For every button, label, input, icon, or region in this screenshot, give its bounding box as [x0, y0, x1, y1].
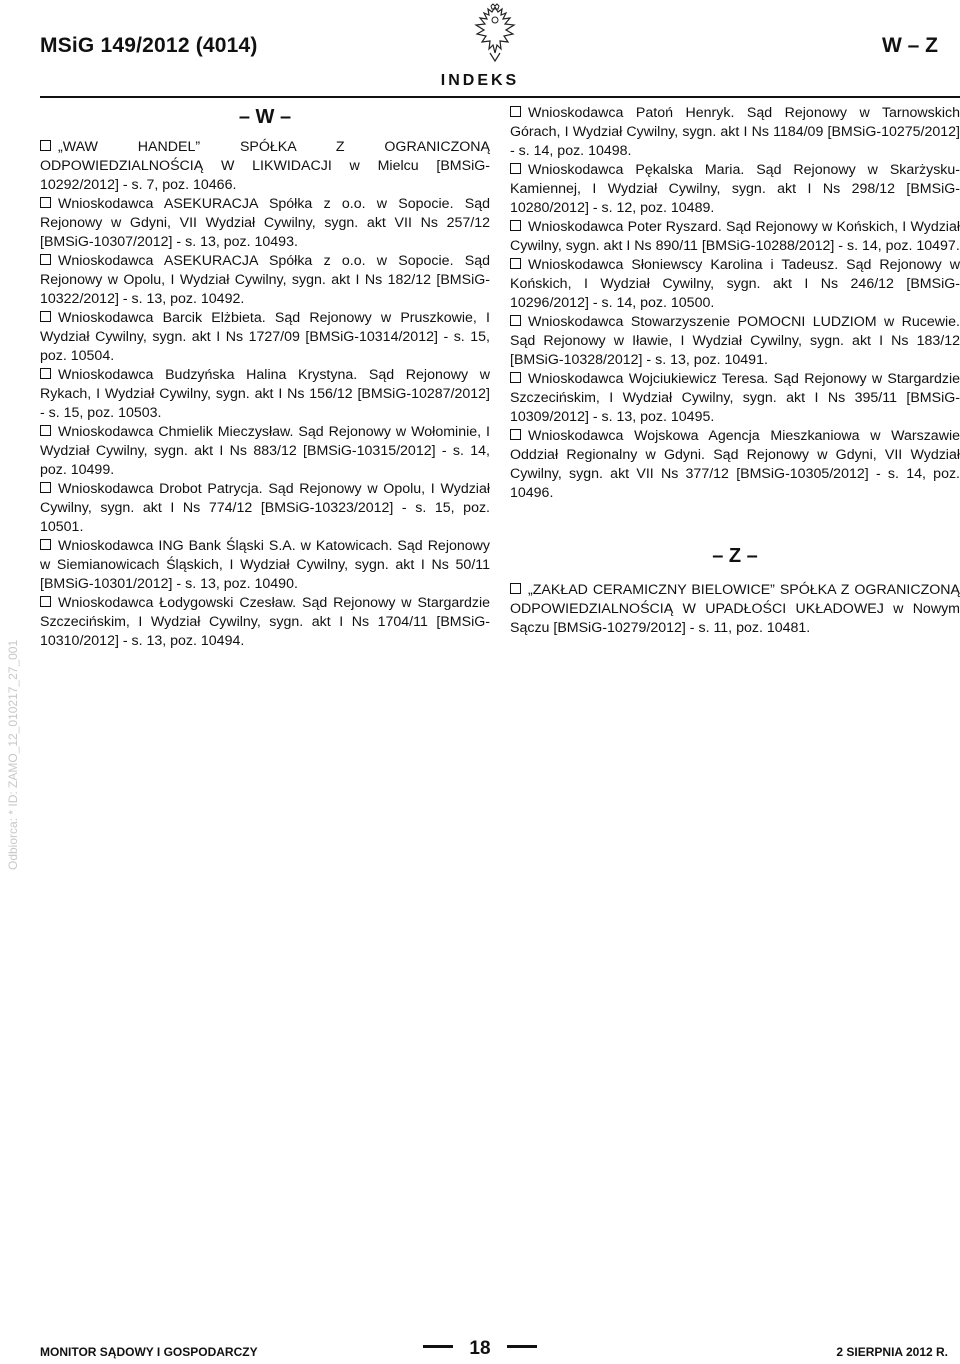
checkbox-square-icon [40, 254, 51, 265]
issue-date: 2 SIERPNIA 2012 R. [836, 1345, 948, 1359]
entry-text: Wnioskodawca Patoń Henryk. Sąd Rejonowy w Tarnowskich Górach, I Wydział Cywilny, sygn. akt I Ns 1184/09 [BMSiG-10275/2012] - s. 14, poz. 10498. [510, 105, 960, 159]
index-entry [510, 313, 960, 370]
header-rule [40, 96, 960, 98]
index-entry [40, 138, 490, 195]
publication-name: MONITOR SĄDOWY I GOSPODARCZY [40, 1345, 258, 1359]
index-entry [40, 366, 490, 423]
entry-text: Wnioskodawca Poter Ryszard. Sąd Rejonowy w Końskich, I Wydział Cywilny, sygn. akt I Ns 890/11 [BMSiG-10288/2012] - s. 14, poz. 10497. [510, 219, 960, 254]
index-entry [40, 423, 490, 480]
checkbox-square-icon [510, 583, 521, 594]
issue-title: MSiG 149/2012 (4014) [40, 34, 258, 57]
index-entry [40, 480, 490, 537]
checkbox-square-icon [510, 220, 521, 231]
index-entry [510, 218, 960, 256]
dash-right [507, 1345, 537, 1348]
checkbox-square-icon [40, 425, 51, 436]
recipient-watermark: Odbiorca: * ID: ZAMO_12_010217_27_001 [6, 639, 20, 870]
checkbox-square-icon [40, 368, 51, 379]
entry-text: Wnioskodawca Drobot Patrycja. Sąd Rejonowy w Opolu, I Wydział Cywilny, sygn. akt I Ns 774/12 [BMSiG-10323/2012] - s. 15, poz. 10501. [40, 481, 490, 535]
entry-text: Wnioskodawca Łodygowski Czesław. Sąd Rejonowy w Stargardzie Szczecińskim, I Wydział Cywilny, sygn. akt I Ns 1704/11 [BMSiG-10310/2012] - s. 13, poz. 10494. [40, 595, 490, 649]
entry-text: Wnioskodawca ASEKURACJA Spółka z o.o. w Sopocie. Sąd Rejonowy w Gdyni, VII Wydział Cywilny, sygn. akt VII Ns 257/12 [BMSiG-10307/2012] - s. 13, poz. 10493. [40, 196, 490, 250]
index-entry [40, 252, 490, 309]
checkbox-square-icon [510, 106, 521, 117]
index-range: W – Z [882, 34, 938, 57]
entry-text: Wnioskodawca ING Bank Śląski S.A. w Katowicach. Sąd Rejonowy w Siemianowicach Śląskich, I Wydział Cywilny, sygn. akt I Ns 50/11 [BMSiG-10301/2012] - s. 13, poz. 10490. [40, 538, 490, 592]
left-column [40, 104, 490, 651]
dash-left [423, 1345, 453, 1348]
index-entry [40, 537, 490, 594]
entry-text: „WAW HANDEL” SPÓŁKA Z OGRANICZONĄ ODPOWIEDZIALNOŚCIĄ W LIKWIDACJI w Mielcu [BMSiG-10292/2012] - s. 7, poz. 10466. [40, 139, 490, 193]
index-entry [510, 370, 960, 427]
entry-text: Wnioskodawca ASEKURACJA Spółka z o.o. w Sopocie. Sąd Rejonowy w Opolu, I Wydział Cywilny, sygn. akt I Ns 182/12 [BMSiG-10322/2012] - s. 13, poz. 10492. [40, 253, 490, 307]
letter-heading-z: – Z – [712, 545, 758, 567]
left-entry-list [40, 138, 490, 651]
checkbox-square-icon [40, 311, 51, 322]
index-entry [510, 256, 960, 313]
index-entry [510, 427, 960, 503]
index-entry [510, 581, 960, 638]
checkbox-square-icon [510, 315, 521, 326]
entry-text: Wnioskodawca Budzyńska Halina Krystyna. Sąd Rejonowy w Rykach, I Wydział Cywilny, sygn. akt I Ns 156/12 [BMSiG-10287/2012] - s. 15, poz. 10503. [40, 367, 490, 421]
checkbox-square-icon [510, 429, 521, 440]
checkbox-square-icon [40, 197, 51, 208]
index-entry [510, 104, 960, 161]
page-number: 18 [469, 1338, 491, 1359]
entry-text: Wnioskodawca Pękalska Maria. Sąd Rejonowy w Skarżysku-Kamiennej, I Wydział Cywilny, sygn. akt I Ns 298/12 [BMSiG-10280/2012] - s. 12, poz. 10489. [510, 162, 960, 216]
index-entry [40, 195, 490, 252]
entry-text: Wnioskodawca Barcik Elżbieta. Sąd Rejonowy w Pruszkowie, I Wydział Cywilny, sygn. akt I Ns 1727/09 [BMSiG-10314/2012] - s. 15, poz. 10504. [40, 310, 490, 364]
entry-text: Wnioskodawca Wojskowa Agencja Mieszkaniowa w Warszawie Oddział Regionalny w Gdyni. Sąd Rejonowy w Gdyni, VII Wydział Cywilny, sygn. akt VII Ns 377/12 [BMSiG-10305/2012] - s. 14, poz. 10496. [510, 428, 960, 501]
right-column [510, 104, 960, 638]
checkbox-square-icon [40, 482, 51, 493]
page-number-block [0, 1338, 960, 1360]
checkbox-square-icon [510, 258, 521, 269]
entry-text: Wnioskodawca Chmielik Mieczysław. Sąd Rejonowy w Wołominie, I Wydział Cywilny, sygn. akt I Ns 883/12 [BMSiG-10315/2012] - s. 14, poz. 10499. [40, 424, 490, 478]
letter-heading-w: – W – [238, 106, 292, 128]
checkbox-square-icon [510, 372, 521, 383]
index-entry [40, 594, 490, 651]
section-title: INDEKS [440, 72, 520, 89]
eagle-emblem-icon [466, 3, 524, 65]
checkbox-square-icon [40, 140, 51, 151]
entry-text: Wnioskodawca Stowarzyszenie POMOCNI LUDZIOM w Rucewie. Sąd Rejonowy w Iławie, I Wydział Cywilny, sygn. akt I Ns 183/12 [BMSiG-10328/2012] - s. 13, poz. 10491. [510, 314, 960, 368]
entry-text: Wnioskodawca Wojciukiewicz Teresa. Sąd Rejonowy w Stargardzie Szczecińskim, I Wydział Cywilny, sygn. akt I Ns 395/11 [BMSiG-10309/2012] - s. 13, poz. 10495. [510, 371, 960, 425]
index-entry [510, 161, 960, 218]
entry-text: Wnioskodawca Słoniewscy Karolina i Tadeusz. Sąd Rejonowy w Końskich, I Wydział Cywilny, sygn. akt I Ns 246/12 [BMSiG-10296/2012] - s. 14, poz. 10500. [510, 257, 960, 311]
checkbox-square-icon [510, 163, 521, 174]
right-entry-list-z [510, 581, 960, 638]
checkbox-square-icon [40, 539, 51, 550]
checkbox-square-icon [40, 596, 51, 607]
entry-text: „ZAKŁAD CERAMICZNY BIELOWICE” SPÓŁKA Z OGRANICZONĄ ODPOWIEDZIALNOŚCIĄ W UPADŁOŚCI UKŁADOWEJ w Nowym Sączu [BMSiG-10279/2012] - s. 11, poz. 10481. [510, 582, 960, 636]
index-entry [40, 309, 490, 366]
right-entry-list [510, 104, 960, 503]
